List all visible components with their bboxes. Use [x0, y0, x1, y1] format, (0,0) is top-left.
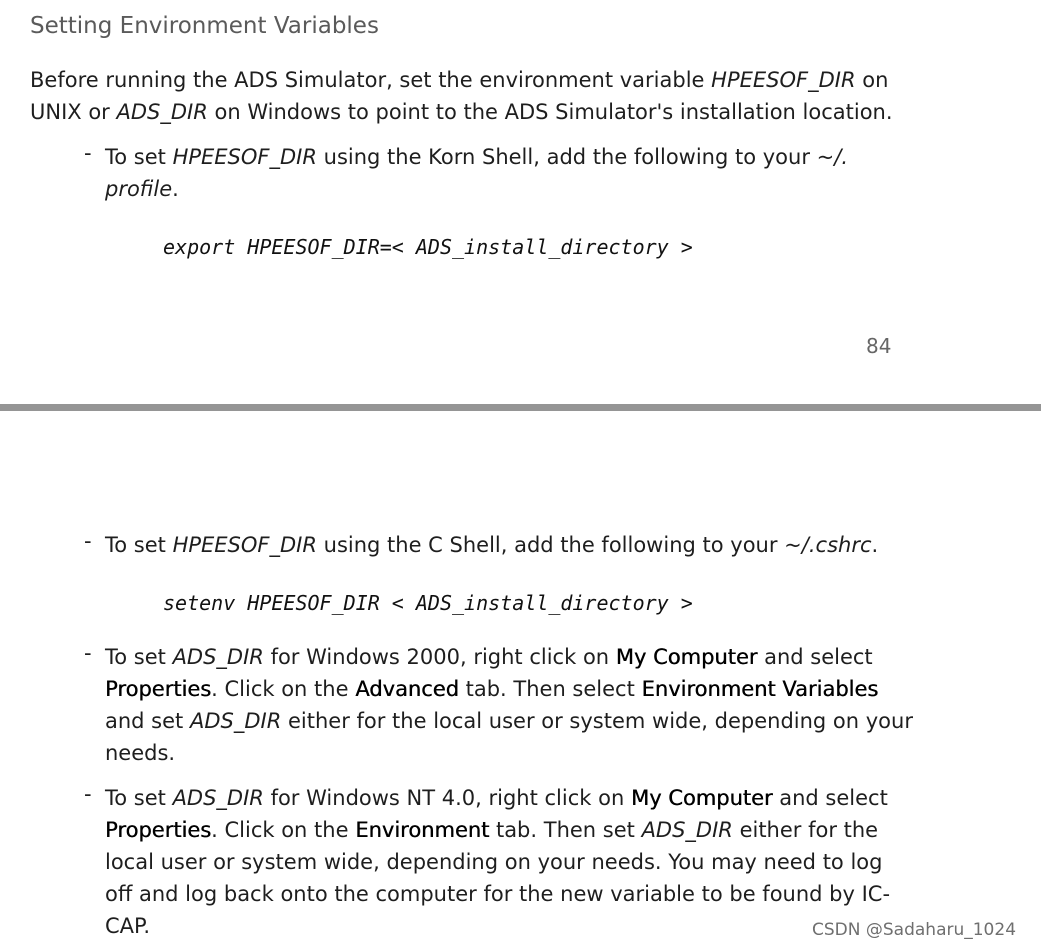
korn-shell-line-1: To set HPEESOF_DIR using the Korn Shell, add the following to your ~/.	[105, 145, 849, 169]
page-divider	[0, 404, 1041, 411]
win2000-line-2: Properties. Click on the Advanced tab. Then select Environment Variables	[105, 677, 879, 701]
korn-shell-code: export HPEESOF_DIR=< ADS_install_directory >	[163, 235, 693, 259]
winnt-line-3: local user or system wide, depending on your needs. You may need to log	[105, 850, 883, 874]
watermark: CSDN @Sadaharu_1024	[812, 920, 1017, 940]
winnt-line-2: Properties. Click on the Environment tab. Then set ADS_DIR either for the	[105, 818, 879, 842]
bullet-dash: -	[84, 641, 92, 665]
winnt-line-1: To set ADS_DIR for Windows NT 4.0, right click on My Computer and select	[105, 786, 888, 810]
bullet-dash: -	[84, 782, 92, 806]
page-number: 84	[866, 334, 892, 358]
intro-line-1: Before running the ADS Simulator, set the environment variable HPEESOF_DIR on	[30, 68, 889, 92]
section-title: Setting Environment Variables	[30, 13, 379, 39]
winnt-line-4: off and log back onto the computer for the new variable to be found by IC-	[105, 882, 891, 906]
korn-shell-line-2: profile.	[105, 177, 179, 201]
bullet-dash: -	[84, 529, 92, 553]
bullet-dash: -	[84, 141, 92, 165]
c-shell-code: setenv HPEESOF_DIR < ADS_install_directory >	[163, 591, 693, 615]
winnt-line-5: CAP.	[105, 914, 151, 938]
intro-line-2: UNIX or ADS_DIR on Windows to point to the ADS Simulator's installation location.	[30, 100, 893, 124]
win2000-line-4: needs.	[105, 741, 176, 765]
win2000-line-1: To set ADS_DIR for Windows 2000, right click on My Computer and select	[105, 645, 873, 669]
c-shell-line: To set HPEESOF_DIR using the C Shell, add the following to your ~/.cshrc.	[105, 533, 879, 557]
win2000-line-3: and set ADS_DIR either for the local user or system wide, depending on your	[105, 709, 913, 733]
